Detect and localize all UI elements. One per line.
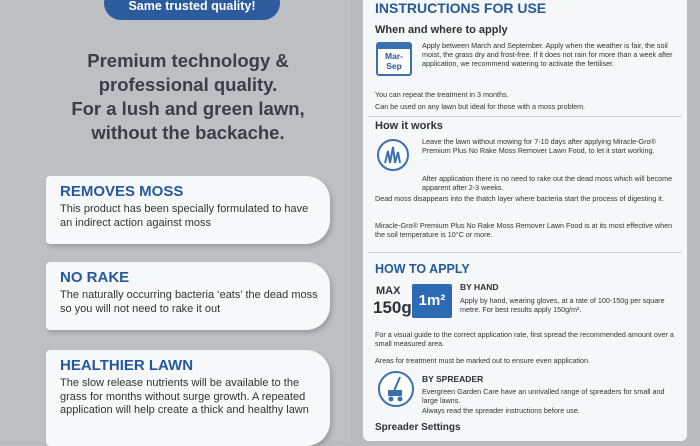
card-text: The slow release nutrients will be available to the grass for months without surge growth. A repeated application will help create a thick and healthy lawn xyxy=(60,377,309,416)
headline-line-3: For a lush and green lawn, xyxy=(71,98,305,119)
card-healthier-lawn xyxy=(46,350,330,446)
spreader-settings: Spreader Settings xyxy=(375,422,461,433)
card-title: NO RAKE xyxy=(60,269,130,286)
apply-heading: HOW TO APPLY xyxy=(375,262,470,276)
divider xyxy=(368,116,682,117)
headline-line-1: Premium technology & xyxy=(87,50,289,71)
how-heading: How it works xyxy=(375,120,443,132)
how-p2: After application there is no need to rake out the dead moss which will become apparent after 2-3 weeks. xyxy=(422,174,673,192)
card-removes-moss xyxy=(46,176,330,244)
headline-line-4: without the backache. xyxy=(91,122,285,143)
max-label: MAX xyxy=(376,285,401,297)
divider xyxy=(368,252,682,253)
headline-line-2: professional quality. xyxy=(98,74,278,95)
spreader-p2: Always read the spreader instructions before use. xyxy=(422,406,580,415)
card-no-rake xyxy=(46,262,330,330)
banner-pill: Same trusted quality! xyxy=(104,0,280,20)
hand-p3: Areas for treatment must be marked out to ensure even application. xyxy=(375,356,590,365)
card-text: The naturally occurring bacteria ‘eats’ the dead moss so you will not need to rake it out xyxy=(60,289,318,315)
card-title: HEALTHIER LAWN xyxy=(60,357,194,374)
when-p3: Can be used on any lawn but ideal for those with a moss problem. xyxy=(375,102,586,111)
how-p3: Dead moss disappears into the thatch layer where bacteria start the process of digesting it. xyxy=(375,194,664,203)
grass-icon xyxy=(377,139,409,171)
calendar-label: Mar-Sep xyxy=(385,51,403,71)
hand-p2: For a visual guide to the correct application rate, first spread the recommended amount over a small measured area. xyxy=(375,330,674,348)
headline xyxy=(40,49,336,145)
when-heading: When and where to apply xyxy=(375,24,508,36)
hand-heading: BY HAND xyxy=(460,282,499,292)
card-title: REMOVES MOSS xyxy=(60,183,184,200)
card-text: This product has been specially formulated to have an indirect action against moss xyxy=(60,203,309,229)
spreader-icon xyxy=(378,371,414,407)
when-p2: You can repeat the treatment in 3 months. xyxy=(375,90,509,99)
spreader-heading: BY SPREADER xyxy=(422,374,484,384)
hand-p1: Apply by hand, wearing gloves, at a rate of 100-150g per square metre. For best results apply 150g/m². xyxy=(460,296,665,314)
area-badge: 1m² xyxy=(412,284,452,318)
max-value: 150g xyxy=(373,298,412,317)
calendar-icon xyxy=(376,42,412,76)
spreader-p1: Evergreen Garden Care have an unrivalled range of spreaders for small and large lawns. xyxy=(422,387,665,405)
how-p4: Miracle-Gro® Premium Plus No Rake Moss Remover Lawn Food is at its most effective when the soil temperature is 10°C or more. xyxy=(375,221,673,239)
when-p1: Apply between March and September. Apply when the weather is fair, the soil moist, the grass dry and frost-free. If it does not rain for more than a week after application, we recommend watering to activate the fertiliser. xyxy=(422,41,673,68)
instructions-title: INSTRUCTIONS FOR USE xyxy=(363,0,687,20)
how-p1: Leave the lawn without mowing for 7-10 days after applying Miracle-Gro® Premium Plus No Rake Moss Remover Lawn Food, to let it start working. xyxy=(422,137,656,155)
